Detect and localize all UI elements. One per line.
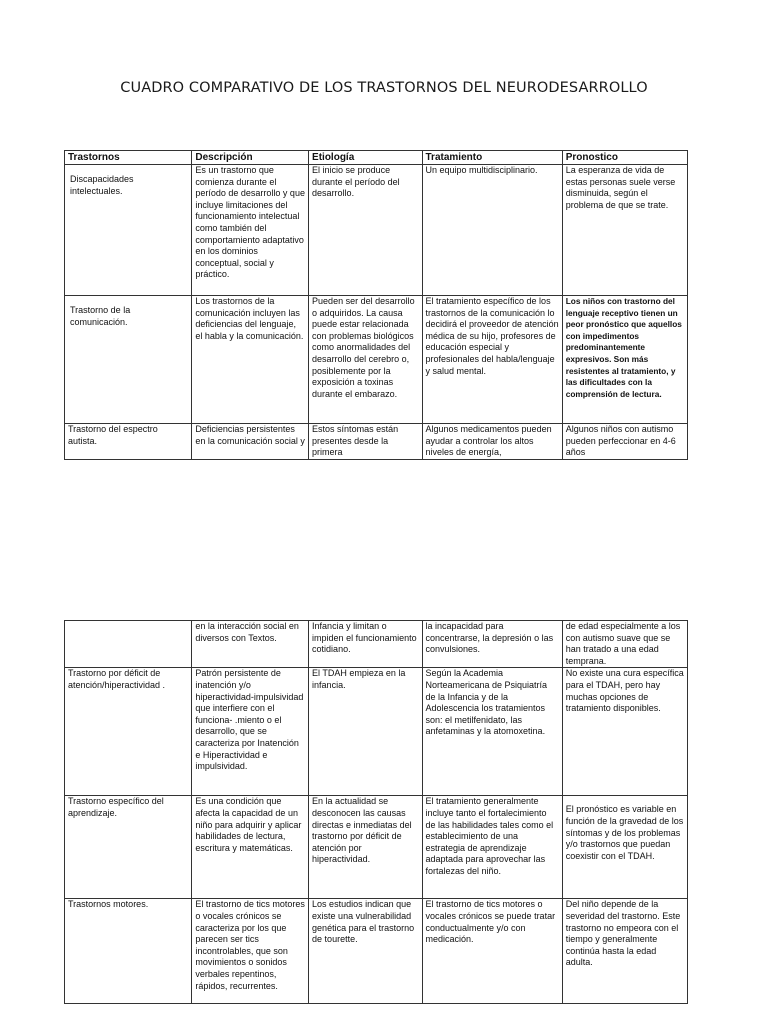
cell-tratamiento: El trastorno de tics motores o vocales crónicos se puede tratar conductualmente y/o con medicación. — [422, 899, 562, 1004]
table-row — [65, 899, 688, 1004]
cell-descripcion: El trastorno de tics motores o vocales crónicos se caracteriza por los que parecen ser tics incontrolables, que son movimientos o sonidos verbales repentinos, rápidos, recurrentes. — [192, 899, 309, 1004]
cell-descripcion: Es una condición que afecta la capacidad de un niño para adquirir y aplicar habilidades de lectura, escritura y matemáticas. — [192, 796, 309, 899]
header-tratamiento: Tratamiento — [422, 151, 562, 165]
header-etiologia: Etiología — [309, 151, 422, 165]
header-pronostico: Pronostico — [562, 151, 687, 165]
cell-tratamiento: Un equipo multidisciplinario. — [422, 165, 562, 296]
cell-etiologia: En la actualidad se desconocen las causas directas e inmediatas del trastorno por déficit de atención por hiperactividad. — [309, 796, 422, 899]
cell-tratamiento: Según la Academia Norteamericana de Psiquiatría de la Infancia y de la Adolescencia los tratamientos son: el metilfenidato, las anfetaminas y la atomoxetina. — [422, 668, 562, 796]
cell-etiologia: El inicio se produce durante el período del desarrollo. — [309, 165, 422, 296]
cell-pronostico: Del niño depende de la severidad del trastorno. Este trastorno no empeora con el tiempo y generalmente continúa hasta la edad adulta. — [562, 899, 687, 1004]
cell-etiologia: El TDAH empieza en la infancia. — [309, 668, 422, 796]
header-trastornos: Trastornos — [65, 151, 192, 165]
cell-pronostico: No existe una cura específica para el TDAH, pero hay muchas opciones de tratamiento disponibles. — [562, 668, 687, 796]
cell-descripcion: Patrón persistente de inatención y/o hiperactividad-impulsividad que interfiere con el funciona- .miento o el desarrollo, que se caracteriza por Inatención e Hiperactividad e impulsividad. — [192, 668, 309, 796]
table-row — [65, 165, 688, 296]
comparison-table-top — [64, 150, 688, 460]
page-title: CUADRO COMPARATIVO DE LOS TRASTORNOS DEL NEURODESARROLLO — [120, 80, 648, 96]
table-row — [65, 796, 688, 899]
cell-descripcion: Los trastornos de la comunicación incluyen las deficiencias del lenguaje, el habla y la comunicación. — [192, 296, 309, 424]
table-row — [65, 424, 688, 460]
cell-pronostico: Algunos niños con autismo pueden perfeccionar en 4-6 años — [562, 424, 687, 460]
cell-trastorno: Trastorno del espectro autista. — [65, 424, 192, 460]
table-row — [65, 296, 688, 424]
cell-trastorno: Trastorno por déficit de atención/hiperactividad . — [65, 668, 192, 796]
cell-etiologia: Infancia y limitan o impiden el funcionamiento cotidiano. — [309, 621, 422, 668]
cell-etiologia: Estos síntomas están presentes desde la primera — [309, 424, 422, 460]
comparison-table-bottom — [64, 620, 688, 1004]
cell-pronostico: Los niños con trastorno del lenguaje receptivo tienen un peor pronóstico que aquellos con impedimentos predominantemente expresivos. Son más resistentes al tratamiento, y las dificultades con la comprensión de lectura. — [562, 296, 687, 424]
cell-pronostico: de edad especialmente a los con autismo suave que se han tratado a una edad temprana. — [562, 621, 687, 668]
cell-etiologia: Los estudios indican que existe una vulnerabilidad genética para el trastorno de tourette. — [309, 899, 422, 1004]
header-descripcion: Descripción — [192, 151, 309, 165]
cell-descripcion: Deficiencias persistentes en la comunicación social y — [192, 424, 309, 460]
cell-pronostico: La esperanza de vida de estas personas suele verse disminuida, según el problema de que se trate. — [562, 165, 687, 296]
table-row — [65, 621, 688, 668]
cell-trastorno — [65, 621, 192, 668]
cell-tratamiento: El tratamiento específico de los trastornos de la comunicación lo decidirá el proveedor de atención médica de su hijo, profesores de educación especial y profesionales del habla/lenguaje y salud mental. — [422, 296, 562, 424]
cell-tratamiento: la incapacidad para concentrarse, la depresión o las convulsiones. — [422, 621, 562, 668]
table-row — [65, 668, 688, 796]
cell-pronostico: El pronóstico es variable en función de la gravedad de los síntomas y de los problemas y/o trastornos que puedan coexistir con el TDAH. — [562, 796, 687, 899]
cell-descripcion: Es un trastorno que comienza durante el período de desarrollo y que incluye limitaciones del funcionamiento intelectual como también del comportamiento adaptativo en los dominios conceptual, social y práctico. — [192, 165, 309, 296]
cell-trastorno: Trastornos motores. — [65, 899, 192, 1004]
table-header-row — [65, 151, 688, 165]
cell-etiologia: Pueden ser del desarrollo o adquiridos. La causa puede estar relacionada con problemas biológicos como anormalidades del desarrollo del cerebro o, posiblemente por la exposición a toxinas durante el embarazo. — [309, 296, 422, 424]
cell-tratamiento: El tratamiento generalmente incluye tanto el fortalecimiento de las habilidades tales como el establecimiento de una estrategia de aprendizaje adaptada para aprovechar las fortalezas del niño. — [422, 796, 562, 899]
cell-trastorno: Discapacidades intelectuales. — [65, 165, 192, 296]
cell-trastorno: Trastorno específico del aprendizaje. — [65, 796, 192, 899]
cell-descripcion: en la interacción social en diversos con Textos. — [192, 621, 309, 668]
cell-trastorno: Trastorno de la comunicación. — [65, 296, 192, 424]
cell-tratamiento: Algunos medicamentos pueden ayudar a controlar los altos niveles de energía, — [422, 424, 562, 460]
